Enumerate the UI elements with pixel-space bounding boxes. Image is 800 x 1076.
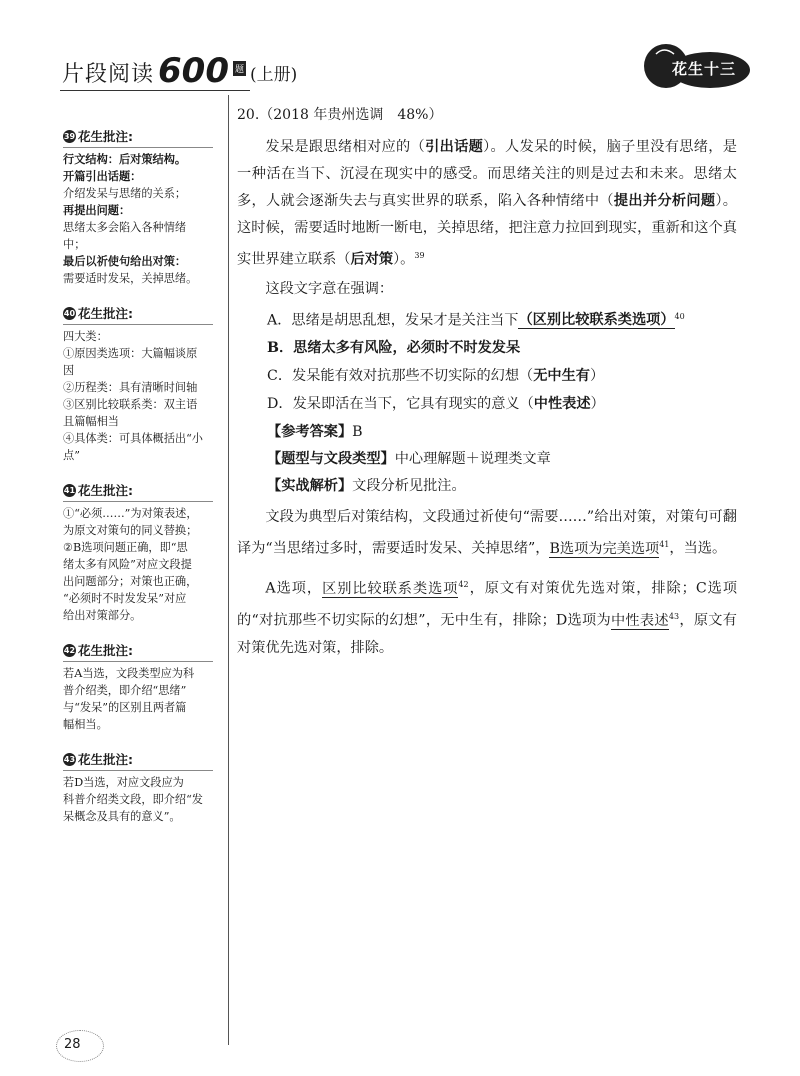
side-note-line: ②历程类：具有清晰时间轴 xyxy=(63,381,198,394)
side-note-rule xyxy=(63,501,213,502)
column-divider xyxy=(228,95,229,1045)
main-content xyxy=(237,104,737,662)
book-title-text: 片段阅读 xyxy=(62,62,155,87)
analysis-heading xyxy=(267,473,737,500)
analysis-text: ，原文有对策优先选对策，排除。 xyxy=(237,612,737,656)
side-note-line: ②B选项问题正确，即“思 xyxy=(63,541,188,554)
passage-tag-topic: 引出话题 xyxy=(425,139,484,155)
passage-text: 发呆是跟思绪相对应的（ xyxy=(265,139,426,155)
book-title-badge: 题 xyxy=(233,61,246,76)
side-note-line: 为原文对策句的同义替换； xyxy=(63,524,198,537)
side-note-title-text: 花生批注: xyxy=(78,129,133,144)
side-note-title-text: 花生批注: xyxy=(78,483,133,498)
note-ref: 40 xyxy=(674,311,685,321)
note-ref: 41 xyxy=(659,540,670,550)
page-number: 28 xyxy=(64,1037,81,1052)
side-note-line: 开篇引出话题： xyxy=(63,169,142,183)
side-note-number: 43 xyxy=(63,755,76,764)
side-note-line: 给出对策部分。 xyxy=(63,609,142,622)
note-ref: 43 xyxy=(668,611,680,621)
side-note-title-text: 花生批注: xyxy=(78,306,133,321)
reference-answer xyxy=(267,419,737,446)
analysis-highlight: 中性表述 xyxy=(610,612,669,629)
side-note-line: 若D当选，对应文段应为 xyxy=(63,776,184,789)
option-d-tag: 中性表述 xyxy=(533,396,591,413)
side-note-line: 与“发呆”的区别且两者篇 xyxy=(63,701,187,714)
analysis-paragraph-2 xyxy=(237,571,737,661)
book-title xyxy=(62,44,298,91)
option-a-tag: （区别比较联系类选项） xyxy=(518,312,675,329)
option-d-text: ） xyxy=(590,396,605,413)
side-note-title-text: 花生批注: xyxy=(78,752,133,767)
side-note-line: 且篇幅相当 xyxy=(63,415,119,428)
side-note-title-text: 花生批注: xyxy=(78,643,133,658)
side-note-number: 40 xyxy=(63,309,76,318)
side-note xyxy=(63,128,221,287)
option-d xyxy=(267,391,737,418)
option-c xyxy=(267,363,737,390)
side-note-line: 中； xyxy=(63,238,86,251)
book-title-number: 600 xyxy=(158,51,229,91)
side-note-line: 出问题部分；对策也正确， xyxy=(63,575,198,588)
side-note-line: 普介绍类，即介绍“思绪” xyxy=(63,684,187,697)
option-c-text: C．发呆能有效对抗那些不切实际的幻想（ xyxy=(267,368,534,385)
side-note-number: 41 xyxy=(63,486,76,495)
side-note xyxy=(63,482,221,624)
side-note-title xyxy=(63,751,221,768)
question-type-label: 【题型与文段类型】 xyxy=(267,451,395,468)
side-note-line: ④具体类：可具体概括出“小 xyxy=(63,432,203,445)
side-notes xyxy=(63,128,221,843)
side-note-line: ③区别比较联系类：双主语 xyxy=(63,398,198,411)
side-note-rule xyxy=(63,661,213,662)
side-note-line: 四大类： xyxy=(63,330,108,343)
book-title-volume: (上册) xyxy=(250,65,298,85)
side-note-line: 点” xyxy=(63,449,80,462)
analysis-text: A选项， xyxy=(265,580,323,597)
side-note-title xyxy=(63,642,221,659)
question-type xyxy=(267,446,737,473)
analysis-text: ，原文有对策优先选对策，排除；C选项的“对抗那些不切实际的幻想”，无中生有，排除；D选项为 xyxy=(237,580,738,629)
option-d-text: D．发呆即活在当下，它具有现实的意义（ xyxy=(267,396,534,413)
question-stem: 这段文字意在强调： xyxy=(265,280,394,297)
side-note-line: 最后以祈使句给出对策： xyxy=(63,254,187,268)
side-note xyxy=(63,751,221,825)
side-note-line: 若A当选，文段类型应为科 xyxy=(63,667,195,680)
side-note-rule xyxy=(63,324,213,325)
side-note-line: 绪太多有风险”对应文段提 xyxy=(63,558,192,571)
side-note-line: 思绪太多会陷入各种情绪 xyxy=(63,221,187,234)
side-note-number: 39 xyxy=(63,132,76,141)
side-note-line: 再提出问题： xyxy=(63,203,131,217)
side-note-line: “必须时不时发发呆”对应 xyxy=(63,592,187,605)
analysis-text: 文段为典型后对策结构，文段通过祈使句“需要……”给出对策，对策句可翻译为“当思绪过多时，需要适时发呆、关掉思绪”， xyxy=(237,509,737,558)
analysis-label: 【实战解析】 xyxy=(267,478,353,495)
side-note-line: ①“必须……”为对策表述， xyxy=(63,507,198,520)
passage-tag-problem: 提出并分析问题 xyxy=(613,193,716,209)
option-a-text: A．思绪是胡思乱想，发呆才是关注当下 xyxy=(267,312,519,329)
passage-text: ）。人发呆的时候，脑子里没有思绪，是一种活在当下、沉浸在现实中的感受。而思绪关注的则是过去和未来。思绪太多，人就会逐渐失去与真实世界的联系，陷入各种情绪中（ xyxy=(237,139,737,209)
side-note-rule xyxy=(63,770,213,771)
option-c-text: ） xyxy=(590,368,605,385)
note-ref: 42 xyxy=(458,580,469,590)
reference-answer-value: B xyxy=(352,424,363,441)
side-note-title xyxy=(63,128,221,145)
side-note-number: 42 xyxy=(63,646,76,655)
side-note-line: 需要适时发呆，关掉思绪。 xyxy=(63,272,198,285)
side-note-title xyxy=(63,305,221,322)
side-note-line: 呆概念及具有的意义”。 xyxy=(63,810,181,823)
reference-answer-label: 【参考答案】 xyxy=(267,424,353,441)
option-a xyxy=(267,303,737,335)
side-note-line: 介绍发呆与思绪的关系； xyxy=(63,187,187,200)
passage xyxy=(237,134,737,274)
side-note-line: 科普介绍类文段，即介绍“发 xyxy=(63,793,203,806)
side-note xyxy=(63,305,221,464)
option-b: B．思绪太多有风险，必须时不时发发呆 xyxy=(267,340,521,357)
analysis-paragraph-1 xyxy=(237,504,737,563)
side-note-title xyxy=(63,482,221,499)
passage-tag-solution: 后对策 xyxy=(350,251,394,268)
header-rule xyxy=(60,90,250,91)
question-heading: 20.（2018 年贵州选调 48%） xyxy=(237,107,443,123)
analysis-highlight: 区别比较联系类选项 xyxy=(322,580,459,597)
passage-text: ）。 xyxy=(393,251,415,268)
analysis-text: ，当选。 xyxy=(669,541,727,558)
side-note-line: 幅相当。 xyxy=(63,718,108,731)
analysis-value: 文段分析见批注。 xyxy=(352,478,466,495)
question-type-value: 中心理解题＋说理类文章 xyxy=(394,451,551,468)
analysis-highlight: B选项为完美选项 xyxy=(549,541,660,558)
option-c-tag: 无中生有 xyxy=(533,368,590,385)
side-note-rule xyxy=(63,147,213,148)
note-ref: 39 xyxy=(414,251,425,260)
side-note-line: 行文结构：后对策结构。 xyxy=(63,152,187,166)
passage-text: ）。这时候，需要适时地断一断电，关掉思绪，把注意力拉回到现实，重新和这个真实世界建立联系（ xyxy=(237,193,737,268)
logo-text: 花生十三 xyxy=(672,60,737,78)
side-note xyxy=(63,642,221,733)
side-note-line: 因 xyxy=(63,364,75,377)
side-note-line: ①原因类选项：大篇幅谈原 xyxy=(63,347,198,360)
